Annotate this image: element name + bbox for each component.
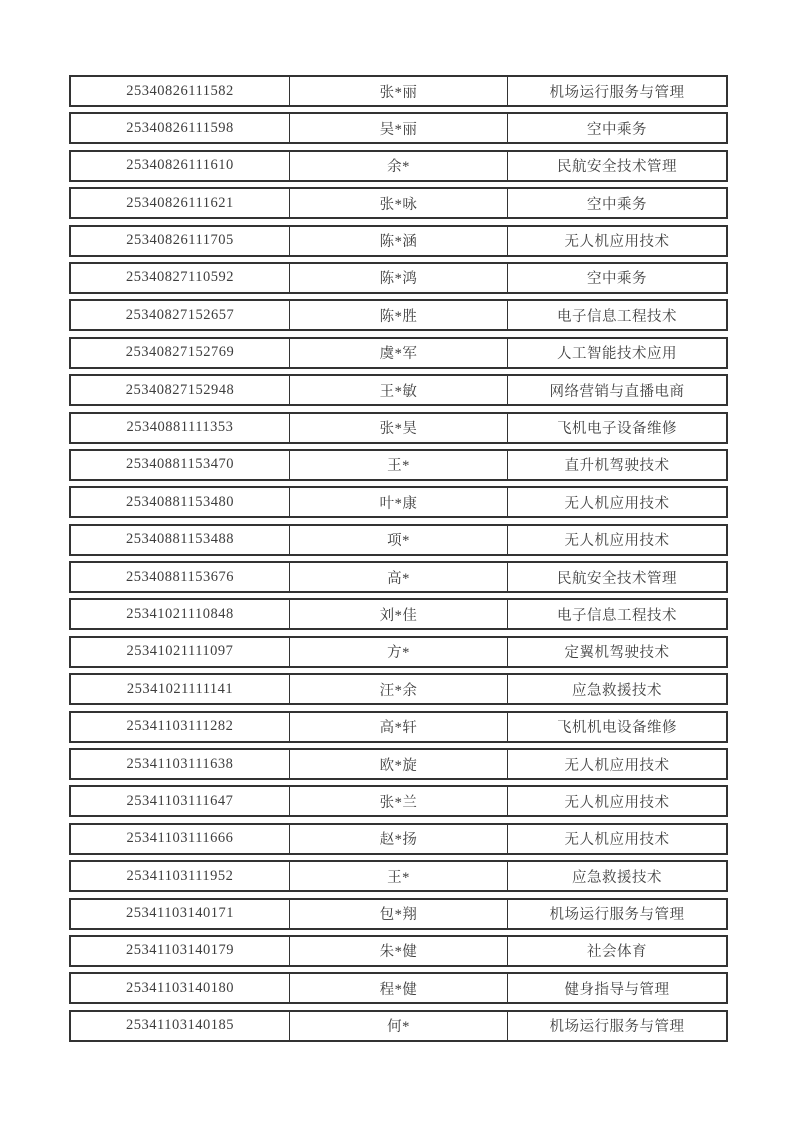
exam-id-cell: 25341021111097 [126, 643, 234, 660]
name-cell: 朱*健 [289, 937, 508, 965]
table-row [69, 748, 728, 780]
major-cell: 社会体育 [587, 944, 647, 961]
name-cell: 王* [289, 862, 508, 890]
name-cell: 程*健 [289, 974, 508, 1002]
table-row [69, 972, 728, 1004]
name-cell: 陈*涵 [289, 227, 508, 255]
exam-id-cell: 25340881111353 [126, 419, 234, 436]
exam-id-cell: 25340826111705 [126, 232, 234, 249]
name-cell: 陈*鸿 [289, 264, 508, 292]
name-cell: 包*翔 [289, 900, 508, 928]
table-row [69, 299, 728, 331]
major-cell: 机场运行服务与管理 [549, 907, 685, 924]
name-cell: 虞*军 [289, 339, 508, 367]
admission-table [69, 75, 728, 1042]
table-row [69, 785, 728, 817]
exam-id-cell: 25341103111952 [126, 867, 234, 884]
major-cell: 无人机应用技术 [564, 234, 670, 251]
exam-id-cell: 25340826111598 [126, 119, 234, 136]
name-cell: 张*兰 [289, 787, 508, 815]
major-cell: 应急救援技术 [572, 869, 662, 886]
table-row [69, 598, 728, 630]
major-cell: 民航安全技术管理 [557, 570, 677, 587]
table-row [69, 412, 728, 444]
exam-id-cell: 25340827110592 [126, 269, 234, 286]
name-cell: 张*咏 [289, 189, 508, 217]
major-cell: 空中乘务 [587, 271, 647, 288]
exam-id-cell: 25341103140185 [126, 1017, 234, 1034]
table-row [69, 823, 728, 855]
exam-id-cell: 25341103111282 [126, 718, 234, 735]
table-row [69, 262, 728, 294]
table-row [69, 112, 728, 144]
table-row [69, 150, 728, 182]
exam-id-cell: 25340826111582 [126, 82, 234, 99]
exam-id-cell: 25340826111610 [126, 157, 234, 174]
exam-id-cell: 25340881153470 [126, 456, 234, 473]
table-row [69, 225, 728, 257]
exam-id-cell: 25340881153480 [126, 493, 234, 510]
name-cell: 方* [289, 638, 508, 666]
table-row [69, 898, 728, 930]
exam-id-cell: 25341103111666 [126, 830, 234, 847]
table-row [69, 561, 728, 593]
exam-id-cell: 25341021110848 [126, 605, 234, 622]
major-cell: 无人机应用技术 [564, 495, 670, 512]
exam-id-cell: 25340881153488 [126, 531, 234, 548]
table-row [69, 187, 728, 219]
name-cell: 刘*佳 [289, 600, 508, 628]
major-cell: 民航安全技术管理 [557, 159, 677, 176]
exam-id-cell: 25341103140171 [126, 905, 234, 922]
major-cell: 定翼机驾驶技术 [564, 645, 670, 662]
name-cell: 赵*扬 [289, 825, 508, 853]
major-cell: 网络营销与直播电商 [549, 383, 685, 400]
table-row [69, 449, 728, 481]
table-row [69, 337, 728, 369]
exam-id-cell: 25341103111647 [126, 792, 234, 809]
name-cell: 张*昊 [289, 414, 508, 442]
name-cell: 欧*旋 [289, 750, 508, 778]
major-cell: 空中乘务 [587, 121, 647, 138]
table-row [69, 75, 728, 107]
major-cell: 无人机应用技术 [564, 832, 670, 849]
name-cell: 项* [289, 526, 508, 554]
exam-id-cell: 25341103111638 [126, 755, 234, 772]
major-cell: 飞机电子设备维修 [557, 421, 677, 438]
exam-id-cell: 25340827152657 [125, 306, 235, 323]
name-cell: 王* [289, 451, 508, 479]
name-cell: 王*敏 [289, 376, 508, 404]
exam-id-cell: 25340881153676 [126, 568, 234, 585]
table-row [69, 486, 728, 518]
major-cell: 机场运行服务与管理 [549, 84, 685, 101]
table-row [69, 860, 728, 892]
major-cell: 机场运行服务与管理 [549, 1019, 685, 1036]
exam-id-cell: 25341103140180 [126, 979, 234, 996]
table-row [69, 935, 728, 967]
table-row [69, 374, 728, 406]
table-row [69, 636, 728, 668]
major-cell: 电子信息工程技术 [557, 607, 677, 624]
name-cell: 张*丽 [289, 77, 508, 105]
table-row [69, 1010, 728, 1042]
exam-id-cell: 25341021111141 [126, 680, 234, 697]
exam-id-cell: 25340826111621 [126, 194, 234, 211]
exam-id-cell: 25340827152769 [125, 344, 235, 361]
major-cell: 无人机应用技术 [564, 794, 670, 811]
table-row [69, 673, 728, 705]
major-cell: 电子信息工程技术 [557, 308, 677, 325]
major-cell: 无人机应用技术 [564, 757, 670, 774]
major-cell: 直升机驾驶技术 [564, 458, 670, 475]
table-row [69, 524, 728, 556]
name-cell: 高* [289, 563, 508, 591]
major-cell: 健身指导与管理 [564, 981, 670, 998]
name-cell: 叶*康 [289, 488, 508, 516]
major-cell: 人工智能技术应用 [557, 346, 677, 363]
name-cell: 余* [289, 152, 508, 180]
name-cell: 吴*丽 [289, 114, 508, 142]
major-cell: 空中乘务 [587, 196, 647, 213]
exam-id-cell: 25340827152948 [125, 381, 235, 398]
major-cell: 无人机应用技术 [564, 533, 670, 550]
name-cell: 何* [289, 1012, 508, 1040]
exam-id-cell: 25341103140179 [126, 942, 234, 959]
name-cell: 高*轩 [289, 713, 508, 741]
name-cell: 陈*胜 [289, 301, 508, 329]
name-cell: 汪*余 [289, 675, 508, 703]
major-cell: 飞机机电设备维修 [557, 720, 677, 737]
table-row [69, 711, 728, 743]
major-cell: 应急救援技术 [572, 682, 662, 699]
